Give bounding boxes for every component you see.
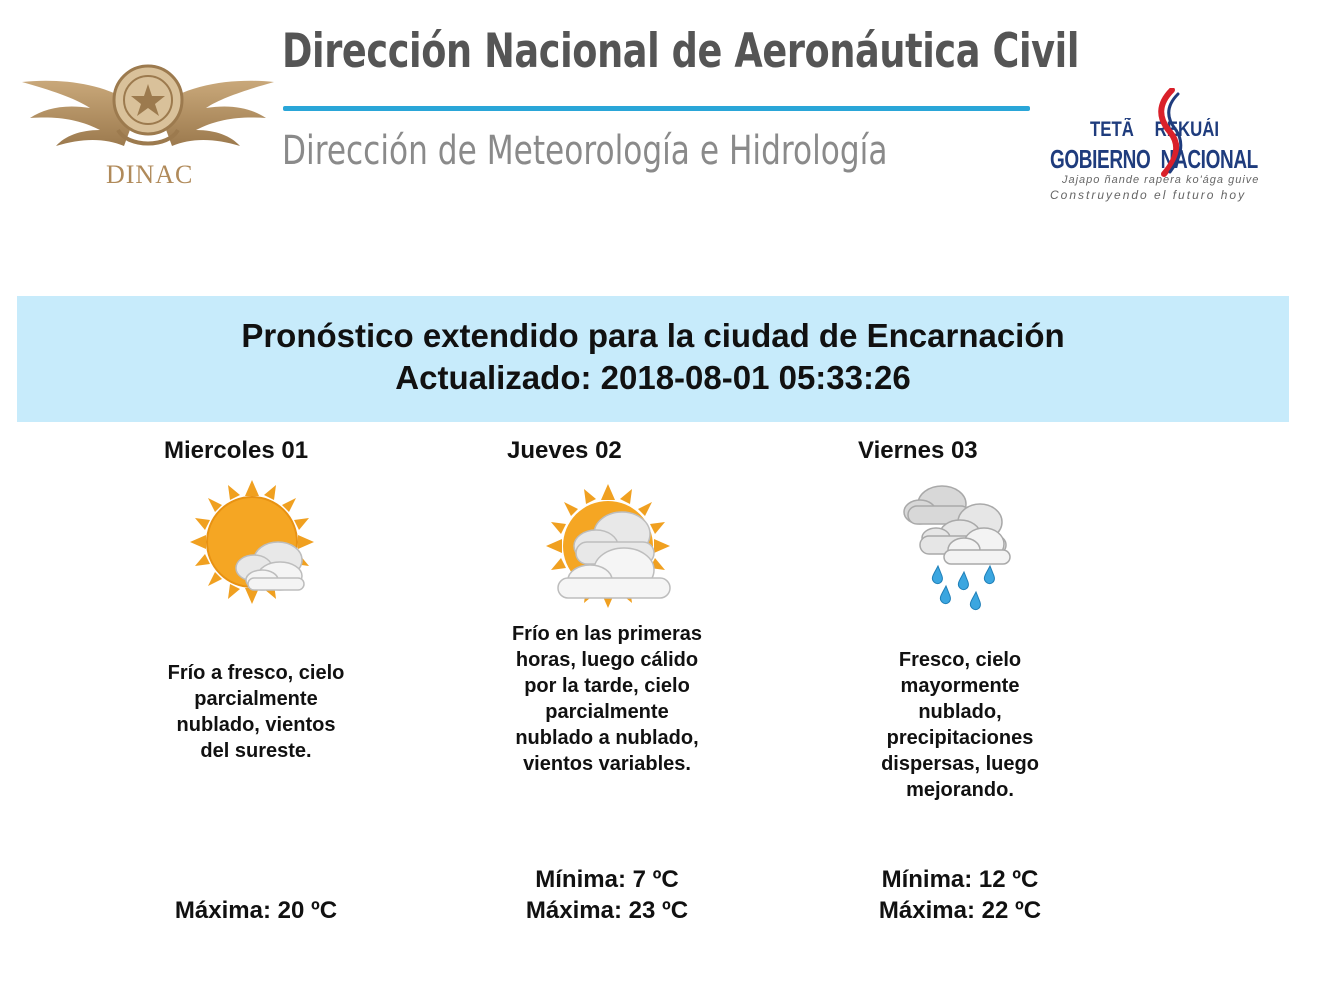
day-max-temp: Máxima: 22 ºC: [878, 897, 1042, 924]
day-title: Miercoles 01: [164, 437, 309, 464]
gov-logo-line1: TETÃ REKUÁI: [1090, 118, 1220, 141]
gov-flag-ribbon-icon: [1152, 88, 1186, 180]
org-title: Dirección Nacional de Aeronáutica Civil: [282, 24, 1080, 79]
updated-timestamp: Actualizado: 2018-08-01 05:33:26: [395, 359, 911, 396]
day-max-temp: Máxima: 23 ºC: [525, 897, 689, 924]
gov-slogan-guarani: Jajapo ñande rapera ko'ága guive: [1062, 174, 1260, 186]
rain-cloud-icon: [890, 478, 1030, 618]
title-divider: [283, 106, 1030, 111]
day-description: Fresco, cielo mayormente nublado, precipitaciones dispersas, luego mejorando.: [881, 649, 1039, 801]
gov-logo-line2: GOBIERNO NACIONAL: [1050, 144, 1258, 174]
day-title: Jueves 02: [507, 437, 622, 464]
day-description: Frío en las primeras horas, luego cálido por la tarde, cielo parcialmente nublado a nublado, vientos variables.: [511, 623, 703, 775]
org-subtitle: Dirección de Meteorología e Hidrología: [282, 128, 888, 174]
day-min-temp: Mínima: 7 ºC: [535, 866, 679, 893]
sun-cloud-icon: [186, 478, 326, 618]
day-description: Frío a fresco, cielo parcialmente nublado, vientos del sureste.: [167, 662, 345, 762]
dinac-logo-text: DINAC: [106, 160, 194, 189]
sun-clouds-icon: [540, 482, 680, 622]
day-title: Viernes 03: [858, 437, 978, 464]
gov-slogan-spanish: Construyendo el futuro hoy: [1050, 188, 1247, 202]
forecast-banner: [17, 296, 1289, 422]
forecast-title: Pronóstico extendido para la ciudad de Encarnación: [241, 317, 1065, 354]
day-max-temp: Máxima: 20 ºC: [174, 897, 338, 924]
day-min-temp: Mínima: 12 ºC: [881, 866, 1039, 893]
